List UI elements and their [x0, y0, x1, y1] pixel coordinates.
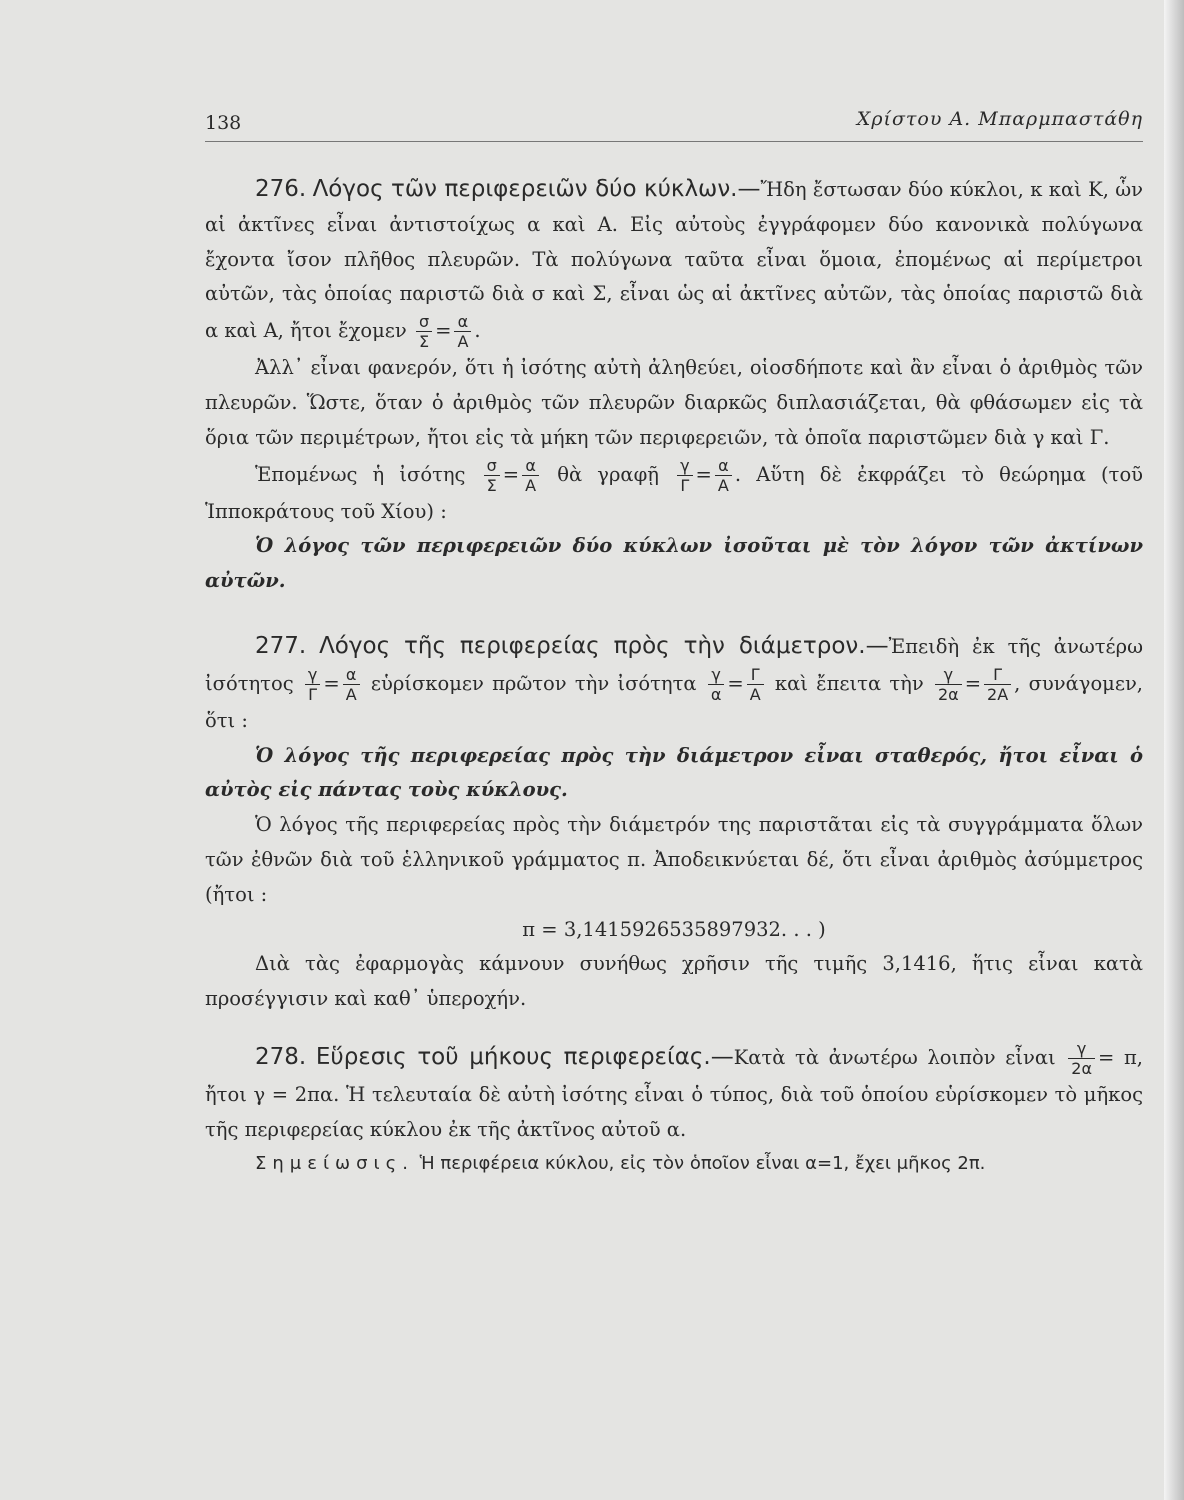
note-label: Σημείωσις. [255, 1152, 414, 1174]
fraction-gamma-over-2alpha: $\frac{\gamma}{2\alpha}$ [935, 665, 962, 704]
fraction-alpha-over-A: $\frac{\alpha}{A}$ [715, 456, 732, 495]
fraction-alpha-over-A: $\frac{\alpha}{A}$ [522, 456, 539, 495]
page-header [205, 108, 1143, 140]
section-277-title: Λόγος τῆς περιφερείας πρὸς τὴν διάμετρον.— [319, 632, 889, 659]
period: . [734, 462, 742, 486]
fraction-gamma-over-Gamma: $\frac{\gamma}{\Gamma}$ [677, 456, 692, 495]
text-segment: Ἑπομένως ἡ ἰσότης [255, 462, 466, 486]
page-edge [1164, 0, 1184, 1500]
section-277-number: 277. [255, 632, 307, 659]
note-text: Ἡ περιφέρεια κύκλου, εἰς τὸν ὁποῖον εἶναι α=1, ἔχει μῆκος 2π. [419, 1152, 986, 1174]
equals-sign: = [695, 462, 712, 486]
section-278-title: Εὕρεσις τοῦ μήκους περιφερείας.— [315, 1043, 734, 1070]
section-277-paragraph-2: Ὁ λόγος τῆς περιφερείας πρὸς τὴν διάμετρόν της παριστᾶται εἰς τὰ συγγράμματα ὅλων τῶν ἐθνῶν διὰ τοῦ ἑλληνικοῦ γράμματος π. Ἀποδεικνύεται δέ, ὅτι εἶναι ἀριθμὸς ἀσύμμετρος (ἤτοι : [205, 813, 1143, 906]
section-278-paragraph [205, 1039, 1143, 1148]
note-paragraph [205, 1148, 1143, 1180]
fraction-Gamma-over-A: $\frac{\Gamma}{A}$ [747, 665, 764, 704]
text-segment: , συνάγομεν, ὅτι : [205, 671, 1144, 732]
equals-sign: = [727, 671, 744, 695]
section-276-paragraph-3 [205, 456, 1143, 530]
section-277-paragraph [205, 629, 1143, 739]
section-276-paragraph-2: Ἀλλ᾽ εἶναι φανερόν, ὅτι ἡ ἰσότης αὐτὴ ἀληθεύει, οἱοσδήποτε καὶ ἂν εἶναι ὁ ἀριθμὸς τῶν πλευρῶν. Ὥστε, ὅταν ὁ ἀριθμὸς τῶν πλευρῶν διαρκῶς διπλασιάζεται, θὰ φθάσωμεν εἰς τὰ ὅρια τῶν περιμέτρων, ἤτοι εἰς τὰ μήκη τῶν περιφερειῶν, τὰ ὁποῖα παριστῶμεν διὰ γ καὶ Γ. [205, 356, 1143, 449]
fraction-sigma-over-Sigma: $\frac{\sigma}{\Sigma}$ [484, 456, 500, 495]
text-segment: καὶ ἔπειτα τὴν [774, 671, 924, 695]
pi-value-line: π = 3,1415926535897932. . . ) [522, 917, 826, 941]
text-segment: εὑρίσκομεν πρῶτον τὴν ἰσότητα [370, 671, 697, 695]
fraction-alpha-over-A: $\frac{\alpha}{A}$ [343, 665, 360, 704]
theorem-276: Ὁ λόγος τῶν περιφερειῶν δύο κύκλων ἰσοῦται μὲ τὸν λόγον τῶν ἀκτίνων αὐτῶν. [205, 534, 1143, 593]
section-276-paragraph [205, 172, 1143, 351]
fraction-Gamma-over-2A: $\frac{\Gamma}{2A}$ [984, 665, 1011, 704]
text-segment: θὰ γραφῇ [557, 462, 659, 486]
equals-sign: = [964, 671, 982, 695]
text-segment: Ἐπειδὴ ἐκ τῆς ἀνωτέρω ἰσότητος [205, 634, 1143, 695]
section-276-number: 276. [255, 176, 307, 202]
fraction-gamma-over-Gamma: $\frac{\gamma}{\Gamma}$ [305, 665, 320, 704]
running-head: Χρίστου Α. Μπαρμπαστάθη [856, 108, 1143, 130]
theorem-277: Ὁ λόγος τῆς περιφερείας πρὸς τὴν διάμετρον εἶναι σταθερός, ἤτοι εἶναι ὁ αὐτὸς εἰς πάντας τοὺς κύκλους. [205, 743, 1143, 802]
section-277-paragraph-3: Διὰ τὰς ἐφαρμογὰς κάμνουν συνήθως χρῆσιν τῆς τιμῆς 3,1416, ἥτις εἶναι κατὰ προσέγγισιν καὶ καθ᾽ ὑπεροχήν. [205, 952, 1143, 1011]
fraction-alpha-over-A: $\frac{\alpha}{A}$ [454, 312, 471, 351]
text-segment: = π, ἤτοι γ = 2πα. Ἡ τελευταία δὲ αὐτὴ ἰσότης εἶναι ὁ τύπος, διὰ τοῦ ὁποίου εὑρίσκομεν τὸ μῆκος τῆς περιφερείας κύκλου ἐκ τῆς ἀκτῖνος αὐτοῦ α. [205, 1045, 1143, 1141]
text-segment: Κατὰ τὰ ἀνωτέρω λοιπὸν εἶναι [733, 1045, 1056, 1069]
header-rule [205, 141, 1143, 142]
text-segment: Αὕτη δὲ ἐκφράζει τὸ θεώρημα (τοῦ Ἱπποκράτους τοῦ Χίου) : [205, 462, 1144, 523]
page-body [205, 172, 1143, 1180]
section-276-text: Ἤδη ἔστωσαν δύο κύκλοι, κ καὶ Κ, ὧν αἱ ἀκτῖνες εἶναι ἀντιστοίχως α καὶ Α. Εἰς αὐτοὺς ἐγγράφομεν δύο κανονικὰ πολύγωνα ἔχοντα ἴσον πλῆθος πλευρῶν. Τὰ πολύγωνα ταῦτα εἶναι ὅμοια, ἐπομένως αἱ περίμετροι αὐτῶν, τὰς ὁποίας παριστῶ διὰ σ καὶ Σ, εἶναι ὡς αἱ ἀκτῖνες αὐτῶν, τὰς ὁποίας παριστῶ διὰ α καὶ Α, ἤτοι ἔχομεν [205, 178, 1143, 343]
fraction-gamma-over-2alpha: $\frac{\gamma}{2\alpha}$ [1068, 1039, 1095, 1078]
section-276-title: Λόγος τῶν περιφερειῶν δύο κύκλων.— [312, 176, 761, 202]
page-number: 138 [205, 112, 242, 134]
equals-sign: = [502, 462, 520, 486]
section-278-number: 278. [255, 1043, 307, 1070]
period: . [474, 319, 481, 343]
fraction-gamma-over-alpha: $\frac{\gamma}{\alpha}$ [708, 665, 725, 704]
equals-sign: = [435, 319, 452, 343]
equals-sign: = [323, 671, 340, 695]
fraction-sigma-over-Sigma: $\frac{\sigma}{\Sigma}$ [416, 312, 432, 351]
